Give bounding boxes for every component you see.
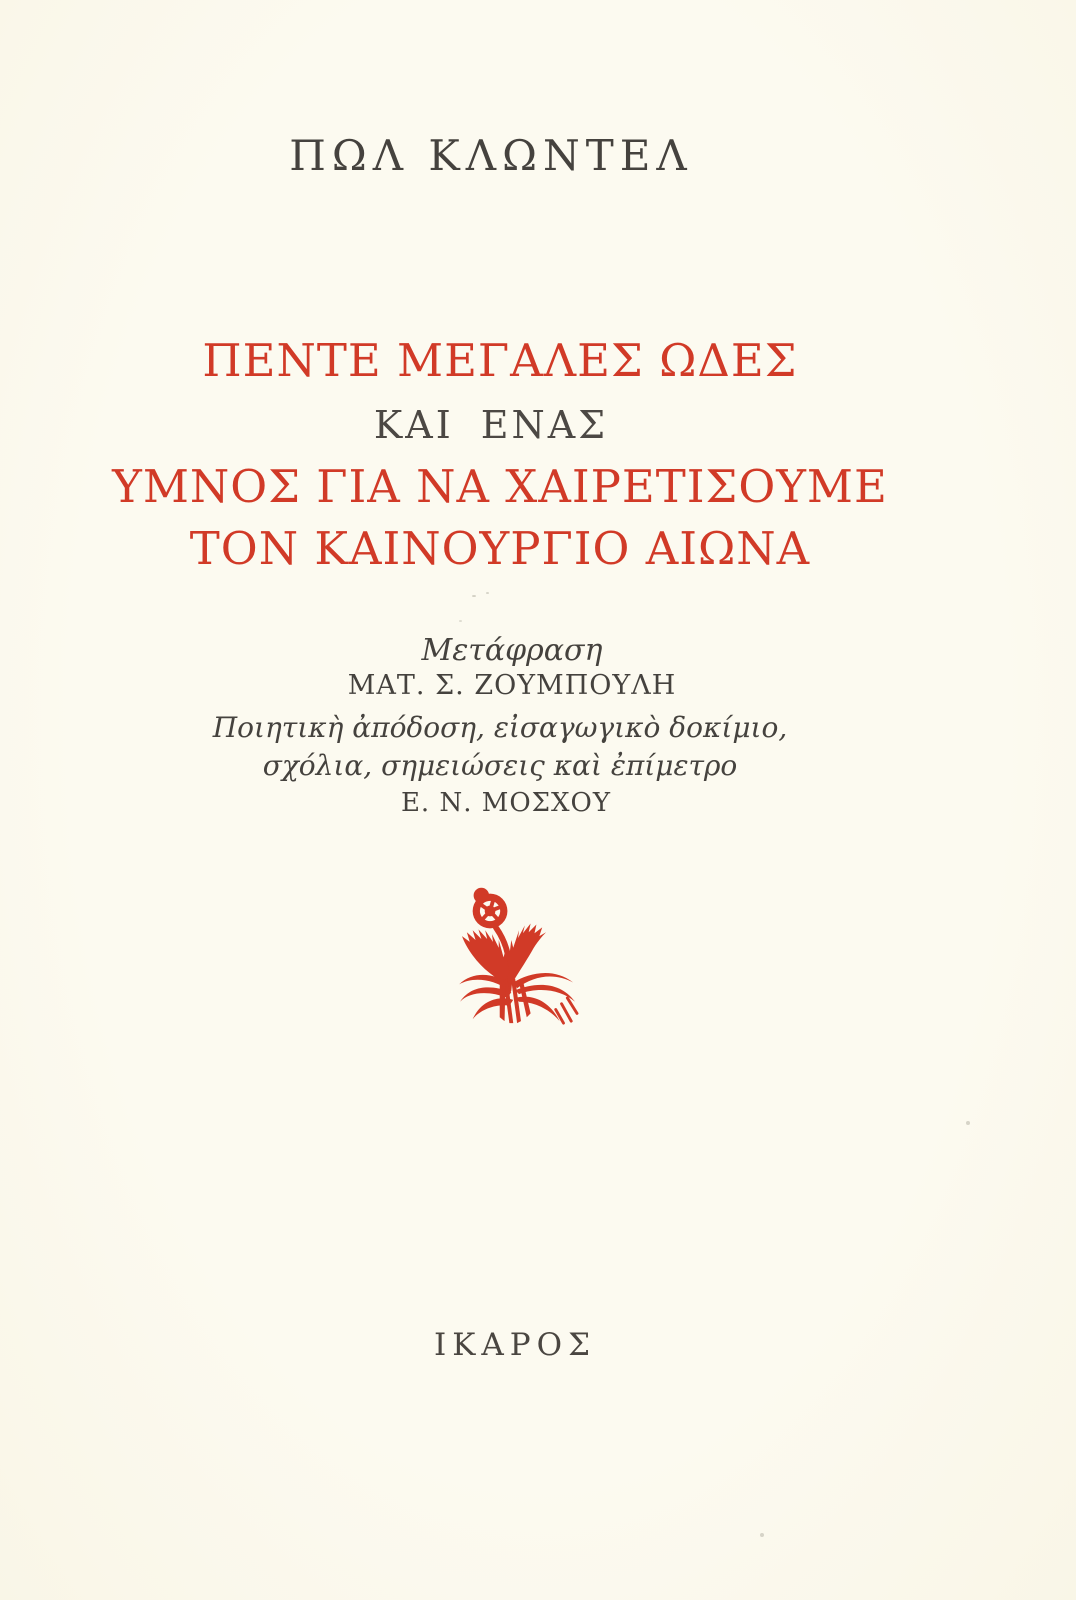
credits-line-2: σχόλια, σημειώσεις καὶ ἐπίμετρο xyxy=(262,749,738,782)
scan-speck xyxy=(760,1533,764,1537)
credits-line-1: Ποιητικὴ ἀπόδοση, εἰσαγωγικὸ δοκίμιο, xyxy=(212,711,788,744)
title-line-2: ΚΑΙ ΕΝΑΣ xyxy=(373,403,609,447)
title-line-4: ΤΟΝ ΚΑΙΝΟΥΡΓΙΟ ΑΙΩΝΑ xyxy=(189,522,811,575)
scan-speck xyxy=(459,620,462,622)
scan-speck xyxy=(486,592,489,594)
title-line-3: ΥΜΝΟΣ ΓΙΑ ΝΑ ΧΑΙΡΕΤΙΣΟΥΜΕ xyxy=(112,460,888,513)
credits-name: Ε. Ν. ΜΟΣΧΟΥ xyxy=(400,788,612,818)
translation-label: Μετάφραση xyxy=(421,633,603,668)
translator-name: ΜΑΤ. Σ. ΖΟΥΜΠΟΥΛΗ xyxy=(347,670,677,701)
publisher-name: ΙΚΑΡΟΣ xyxy=(434,1327,596,1363)
author-name: ΠΩΛ ΚΛΩΝΤΕΛ xyxy=(289,131,693,180)
scan-speck xyxy=(472,595,476,597)
scan-speck xyxy=(966,1121,970,1125)
title-line-1: ΠΕΝΤΕ ΜΕΓΑΛΕΣ ΩΔΕΣ xyxy=(202,334,798,387)
flower-ornament-icon xyxy=(20,882,1020,1027)
